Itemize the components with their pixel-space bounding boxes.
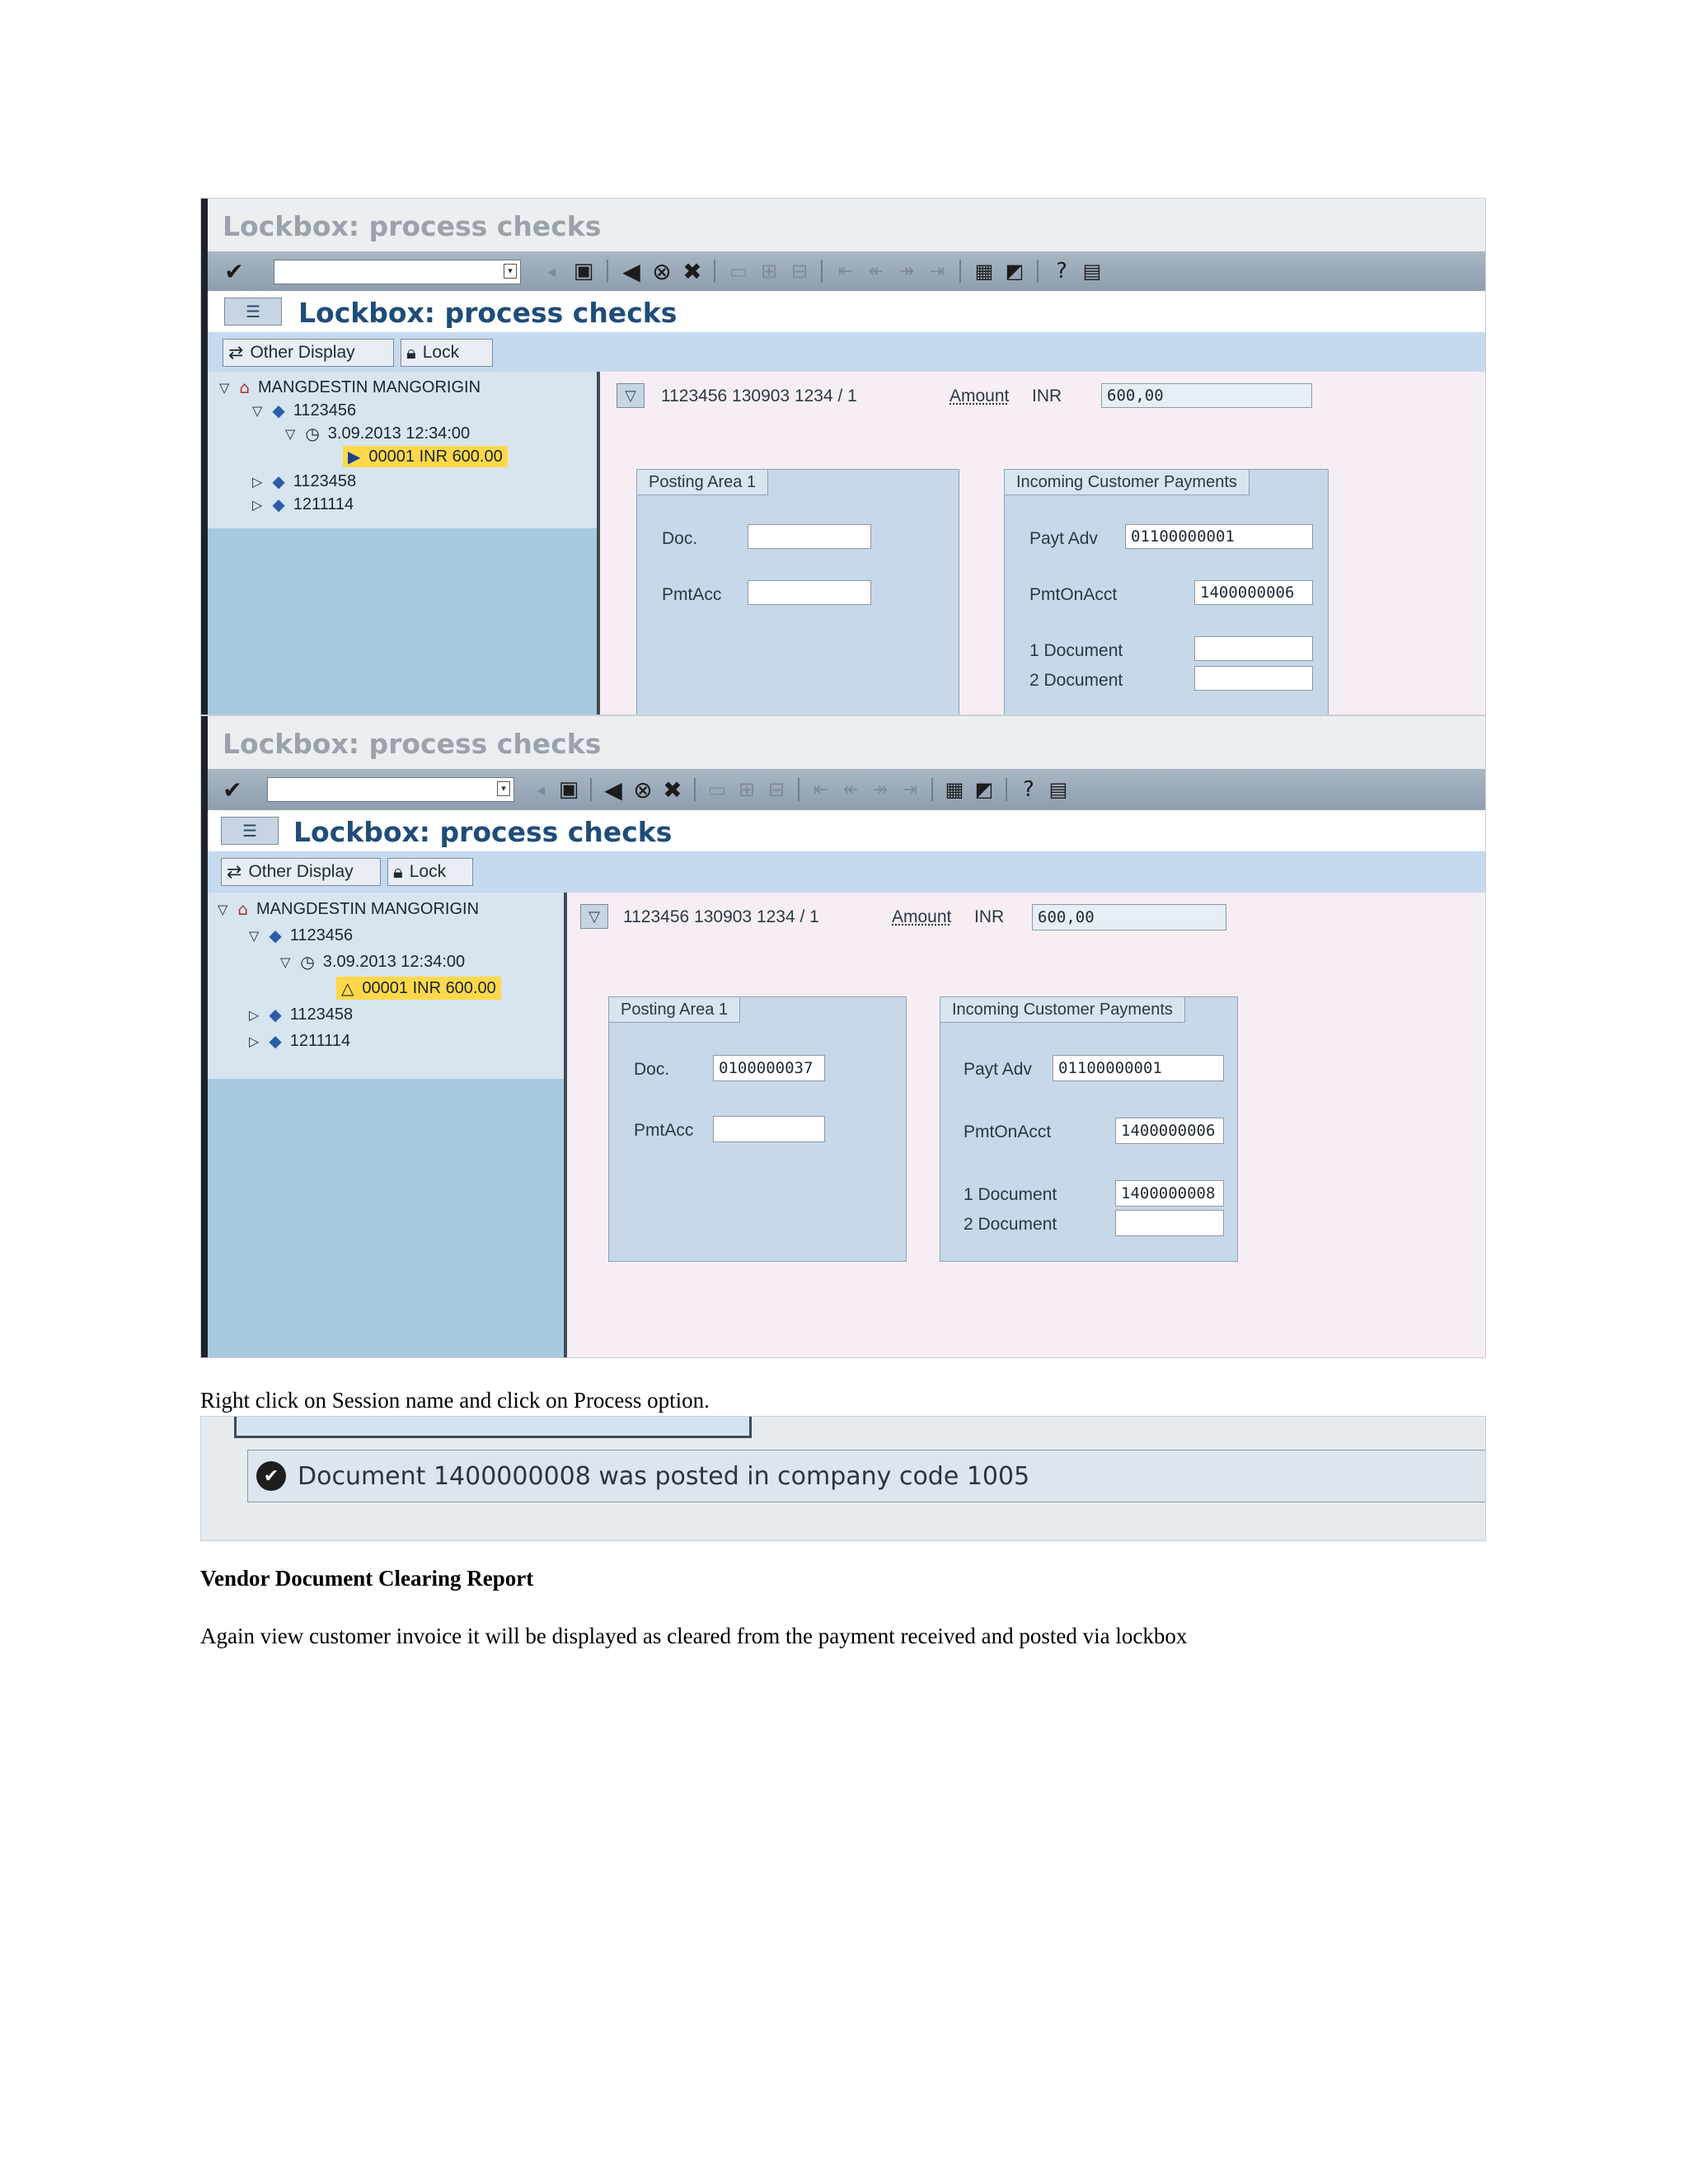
last-page-icon[interactable]: ⇥ <box>902 779 918 800</box>
find-next-icon[interactable]: ⊟ <box>790 260 809 283</box>
incoming-payments-group <box>1004 469 1329 715</box>
back-arrow-icon[interactable]: ◂ <box>546 261 556 281</box>
tree-node-1123458[interactable] <box>249 1003 353 1026</box>
application-toolbar <box>201 851 1485 893</box>
window-titlebar <box>201 199 1485 251</box>
success-check-icon: ✔ <box>256 1461 286 1491</box>
doc-label: Doc. <box>634 1060 670 1079</box>
command-field[interactable] <box>267 777 514 802</box>
filter-icon[interactable]: ▽ <box>580 904 608 929</box>
expand-icon[interactable]: ▽ <box>280 954 291 970</box>
help-icon[interactable]: ? <box>1056 259 1067 284</box>
toolbar-separator <box>590 778 592 801</box>
lock-label: Lock <box>409 862 447 881</box>
doc2-label: 2 Document <box>1029 671 1123 690</box>
exit-icon[interactable]: ⊗ <box>633 776 653 804</box>
shortcut-icon[interactable]: ◩ <box>1005 260 1025 283</box>
incoming-payments-title: Incoming Customer Payments <box>940 997 1185 1023</box>
window-title: Lockbox: process checks <box>223 210 602 242</box>
warning-icon: △ <box>341 978 354 998</box>
back-arrow-icon[interactable]: ◂ <box>536 780 546 799</box>
tree-node-root[interactable] <box>219 377 481 398</box>
tree-node-date[interactable] <box>280 950 465 973</box>
collapse-icon[interactable]: ▷ <box>252 473 263 490</box>
payt-adv-label: Payt Adv <box>1029 529 1098 548</box>
toolbar-separator <box>1006 778 1007 801</box>
tree-node-label: 00001 INR 600.00 <box>362 978 496 997</box>
cancel-icon[interactable]: ✖ <box>663 776 682 804</box>
other-display-icon: ⇄ <box>228 342 244 363</box>
new-session-icon[interactable]: ▦ <box>974 260 994 283</box>
other-display-button[interactable] <box>221 858 381 886</box>
doc1-field[interactable]: 1400000008 <box>1115 1180 1224 1207</box>
first-page-icon[interactable]: ⇤ <box>813 779 829 800</box>
toolbar-separator <box>694 778 696 801</box>
tree-node-1123456[interactable] <box>249 924 353 947</box>
save-icon[interactable]: ▣ <box>558 777 579 802</box>
folder-icon: ⌂ <box>237 899 249 919</box>
payt-adv-label: Payt Adv <box>964 1060 1032 1079</box>
doc2-field[interactable] <box>1115 1210 1224 1236</box>
doc-label: Doc. <box>662 529 698 548</box>
layout-icon[interactable]: ▤ <box>1082 260 1102 283</box>
tree-node-label: 1123456 <box>289 926 354 944</box>
window-titlebar <box>201 716 1485 769</box>
system-toolbar <box>201 769 1485 810</box>
screen-header <box>201 291 1485 332</box>
toolbar-separator <box>607 260 608 283</box>
tree-node-1123458[interactable] <box>252 471 356 492</box>
status-message-text: Document 1400000008 was posted in company code 1005 <box>298 1461 1030 1491</box>
tree-node-label: 1123458 <box>293 471 357 490</box>
payt-adv-field[interactable]: 01100000001 <box>1053 1055 1224 1081</box>
tree-node-label: 1123456 <box>293 401 357 419</box>
print-icon[interactable]: ▭ <box>707 778 727 801</box>
status-bar <box>247 1450 1486 1502</box>
pmtonacct-field[interactable]: 1400000006 <box>1115 1118 1224 1144</box>
expand-icon[interactable]: ▽ <box>252 402 263 419</box>
pmtacc-field[interactable] <box>713 1116 825 1142</box>
pmtacc-field[interactable] <box>748 580 871 605</box>
doc2-field[interactable] <box>1194 666 1313 691</box>
currency-label: INR <box>974 907 1005 926</box>
posting-area-title: Posting Area 1 <box>609 997 740 1023</box>
help-icon[interactable]: ? <box>1023 777 1034 802</box>
amount-field[interactable]: 600,00 <box>1101 383 1312 408</box>
shortcut-icon[interactable]: ◩ <box>974 778 994 801</box>
tree-node-label: 3.09.2013 12:34:00 <box>327 424 471 443</box>
lock-icon: 🔒︎ <box>393 861 403 883</box>
menu-icon[interactable]: ☰ <box>224 298 282 326</box>
caption-right-click: Right click on Session name and click on Process option. <box>200 1388 710 1413</box>
tree-node-item-selected[interactable] <box>336 977 501 1000</box>
cube-icon: ◆ <box>269 1031 282 1051</box>
tree-node-label: MANGDESTIN MANGORIGIN <box>258 377 481 396</box>
pmtonacct-field[interactable]: 1400000006 <box>1194 580 1313 605</box>
cube-icon: ◆ <box>272 494 285 514</box>
amount-label: Amount <box>892 907 952 926</box>
work-area <box>201 893 1485 1358</box>
tree-node-date[interactable] <box>285 423 470 444</box>
lock-icon: 🔒︎ <box>406 342 416 363</box>
pmtonacct-label: PmtOnAcct <box>964 1122 1052 1141</box>
currency-label: INR <box>1032 387 1062 405</box>
find-icon[interactable]: ⊞ <box>760 260 778 283</box>
chevron-down-icon[interactable]: ▾ <box>497 781 510 796</box>
doc1-label: 1 Document <box>964 1185 1057 1204</box>
check-reference: 1123456 130903 1234 / 1 <box>661 387 857 405</box>
screen-title: Lockbox: process checks <box>293 816 673 848</box>
chevron-down-icon[interactable]: ▾ <box>504 264 517 279</box>
tree-node-root[interactable] <box>218 898 479 921</box>
system-toolbar <box>201 251 1485 291</box>
posting-area-group <box>636 469 959 715</box>
menu-icon[interactable]: ☰ <box>221 817 279 845</box>
layout-icon[interactable]: ▤ <box>1048 778 1068 801</box>
screen-title: Lockbox: process checks <box>298 297 678 329</box>
screen-header <box>201 810 1485 851</box>
collapse-icon[interactable]: ▷ <box>249 1033 260 1049</box>
tree-node-1211114[interactable] <box>252 494 354 515</box>
doc1-label: 1 Document <box>1029 641 1123 660</box>
clock-icon: ◷ <box>300 952 315 972</box>
tree-node-label: MANGDESTIN MANGORIGIN <box>256 899 480 918</box>
cube-icon: ◆ <box>272 401 285 420</box>
tree-node-label: 1211114 <box>289 1031 351 1050</box>
status-bar-tab <box>234 1417 752 1438</box>
print-icon[interactable]: ▭ <box>729 260 748 283</box>
amount-label: Amount <box>950 387 1010 405</box>
other-display-label: Other Display <box>248 862 354 881</box>
doc-field[interactable]: 0100000037 <box>713 1055 825 1081</box>
prev-page-icon[interactable]: ↞ <box>868 260 884 282</box>
doc-field[interactable] <box>748 524 871 549</box>
check-reference: 1123456 130903 1234 / 1 <box>623 907 819 926</box>
next-page-icon[interactable]: ↠ <box>872 779 889 800</box>
screenshot-lockbox-before <box>200 198 1486 715</box>
tree-node-label: 3.09.2013 12:34:00 <box>322 952 466 971</box>
prev-page-icon[interactable]: ↞ <box>842 779 859 800</box>
cube-icon: ◆ <box>269 1005 282 1024</box>
expand-icon[interactable]: ▽ <box>219 379 230 396</box>
window-title: Lockbox: process checks <box>223 728 602 760</box>
doc2-label: 2 Document <box>964 1215 1057 1234</box>
folder-icon: ⌂ <box>239 377 251 397</box>
cube-icon: ◆ <box>269 926 282 945</box>
tree-node-label: 00001 INR 600.00 <box>368 447 503 466</box>
tree-node-1211114[interactable] <box>249 1029 350 1052</box>
doc1-field[interactable] <box>1194 636 1313 661</box>
other-display-label: Other Display <box>250 343 355 362</box>
expand-icon[interactable]: ▽ <box>218 901 228 917</box>
lockbox-tree <box>208 893 567 1358</box>
posting-area-title: Posting Area 1 <box>637 470 768 495</box>
first-page-icon[interactable]: ⇤ <box>837 260 854 282</box>
tree-node-1123456[interactable] <box>252 400 356 421</box>
collapse-icon[interactable]: ▷ <box>249 1006 260 1023</box>
toolbar-separator <box>798 778 799 801</box>
lock-button[interactable] <box>387 858 473 886</box>
tree-node-item-selected[interactable] <box>343 446 508 467</box>
back-icon[interactable]: ◀ <box>604 776 622 804</box>
cancel-icon[interactable]: ✖ <box>682 257 702 285</box>
command-field[interactable] <box>274 260 521 284</box>
toolbar-separator <box>931 778 933 801</box>
lock-label: Lock <box>422 343 460 362</box>
incoming-payments-group <box>940 996 1238 1262</box>
payt-adv-field[interactable]: 01100000001 <box>1125 524 1313 549</box>
find-next-icon[interactable]: ⊟ <box>767 778 785 801</box>
pmtacc-label: PmtAcc <box>662 585 722 604</box>
find-icon[interactable]: ⊞ <box>738 778 756 801</box>
enter-icon[interactable]: ✔ <box>223 776 242 804</box>
collapse-icon[interactable]: ▷ <box>252 496 263 513</box>
other-display-button[interactable] <box>223 339 394 367</box>
section-heading: Vendor Document Clearing Report <box>200 1566 534 1591</box>
next-page-icon[interactable]: ↠ <box>898 260 915 282</box>
other-display-icon: ⇄ <box>227 861 242 883</box>
toolbar-separator <box>821 260 823 283</box>
new-session-icon[interactable]: ▦ <box>945 778 964 801</box>
toolbar-separator <box>714 260 715 283</box>
application-toolbar <box>201 332 1485 372</box>
item-icon: ▶ <box>348 447 361 466</box>
expand-icon[interactable]: ▽ <box>285 425 296 442</box>
exit-icon[interactable]: ⊗ <box>652 257 672 285</box>
filter-icon[interactable]: ▽ <box>617 383 645 408</box>
cube-icon: ◆ <box>272 471 285 491</box>
lockbox-tree <box>208 372 600 715</box>
enter-icon[interactable]: ✔ <box>224 257 244 285</box>
clock-icon: ◷ <box>305 424 320 443</box>
toolbar-separator <box>1037 260 1039 283</box>
pmtonacct-label: PmtOnAcct <box>1029 585 1118 604</box>
screenshot-status-message <box>200 1416 1486 1541</box>
back-icon[interactable]: ◀ <box>622 257 640 285</box>
screenshot-lockbox-after <box>200 715 1486 1358</box>
body-paragraph: Again view customer invoice it will be displayed as cleared from the payment received and posted via lockbox <box>200 1624 1188 1648</box>
save-icon[interactable]: ▣ <box>573 259 594 284</box>
lock-button[interactable] <box>401 339 493 367</box>
pmtacc-label: PmtAcc <box>634 1121 694 1140</box>
tree-node-label: 1123458 <box>289 1005 354 1024</box>
amount-field[interactable]: 600,00 <box>1032 904 1226 930</box>
posting-area-group <box>608 996 907 1262</box>
last-page-icon[interactable]: ⇥ <box>929 260 945 282</box>
work-area <box>201 372 1485 715</box>
incoming-payments-title: Incoming Customer Payments <box>1005 470 1250 495</box>
tree-node-label: 1211114 <box>293 494 354 513</box>
toolbar-separator <box>959 260 961 283</box>
expand-icon[interactable]: ▽ <box>249 927 260 944</box>
